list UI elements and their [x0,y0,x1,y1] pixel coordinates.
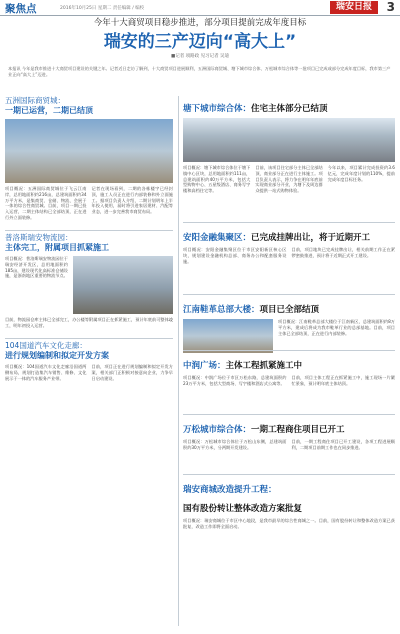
headline-byline: ■记者 项路政 见习记者 吴迪 [170,54,230,59]
page-number: 3 [386,0,395,14]
article-body: 项目概况：江南鞋革总部大楼位于江南新区，总建筑面积约8万平方米，建成后将成为我市鞋革行业的总部基地。目前，项目主体已全部结顶，正在进行内部装修。 [278,319,395,336]
photo-putian [73,256,173,314]
article-body: 目前，项目正在进行规划编制和拟定开发方案，相关部门正积极对接意向企业，力争早日启动建设。 [91,364,173,381]
column-divider [178,96,179,626]
divider [183,414,395,415]
divider [183,474,395,475]
article-label: 普洛斯瑞安物流园： [5,233,73,242]
article-wansong [183,417,395,451]
article-body: 项目概况：万松城市综合体位于万松山东侧，总建筑面积约30万平方米，分两期开发建设。 [183,439,287,450]
page-masthead [0,0,400,16]
article-body: 目前，项目地块已完成挂牌出让，相关前期工作正在紧锣密鼓推进，预计将于近期正式开工建设。 [291,247,395,258]
article-body: 项目概况：普洛斯瑞安物流园位于瑞安经济开发区，总用地面积约185亩，建设现代化高标准仓储设施，是浙南地区重要的物流节点。 [5,256,68,279]
article-label: 万松城市综合体： [183,425,252,435]
article-title: 主体完工，附属项目抓紧施工 [5,243,109,252]
article-tangxia [183,96,395,194]
article-body: 目前，该项目住宅部分主体已全部结顶，商业部分正在进行主体施工。项目负责人表示，将力争在明年年底前实现商业部分开业，为塘下及周边群众提供一站式购物体验。 [255,165,323,194]
article-title: 进行规划编制和拟定开发方案 [5,351,109,360]
article-body: 项目概况：安阳金融集聚区位于市区安阳新区核心区块，规划建设金融机构总部、商务办公和配套服务设施。 [183,247,287,264]
article-body: 记者在现场看到，二期的各栋楼宇已经封顶，施工人员正在进行内部装修和外立面施工。据项目负责人介绍，二期计划明年上半年投入使用，届时将引进家居建材、汽配等业态，进一步完善我市商贸布局。 [91,186,173,215]
divider [183,350,395,351]
article-label: 安阳金融集聚区： [183,233,252,243]
divider [5,338,173,339]
headline-kicker: 今年十大商贸项目稳步推进，部分项目提前完成年度目标 [93,18,307,28]
article-body: 项目概况：中润广场位于市区万松东路，总建筑面积约23万平方米，包括大型商场、写字楼和酒店式公寓等。 [183,375,287,386]
article-zhongguang [183,353,395,387]
article-title: 住宅主体部分已结顶 [251,104,328,114]
article-putian [5,233,173,329]
article-label: 瑞安商城改造提升工程： [183,485,277,495]
photo-jiangnan [183,319,273,353]
article-title: 一期已运营，二期已结顶 [5,106,93,115]
article-title: 主体工程抓紧施工中 [225,361,303,371]
article-body: 项目概况：五洲国际商贸城位于飞云江南岸，总用地面积约216亩，总建筑面积约34万平方米，是集商贸、仓储、物流、会展于一体的综合性商贸城。目前，项目一期已投入运营，二期主体结构已全部结顶，正在进行外立面装修。 [5,186,87,220]
article-body: 项目概况：瑞安商城位于市区中心地段，是我市最早的综合性商城之一。目前，国有股份转让和整体改造方案已获批复，改造工作即将全面启动。 [183,518,395,529]
article-wuzhou [5,96,173,221]
article-body: 目前，一期工程商住项目已开工建设，各项工程进展顺利，二期项目前期工作也在同步推进。 [291,439,395,450]
article-jiangnan [183,297,395,353]
article-title: 项目已全部结顶 [259,305,320,315]
photo-wuzhou [5,119,173,183]
article-body: 项目概况：塘下城市综合体位于塘下镇中心区块，总用地面积约111亩，总建筑面积约40万平方米，包括大型购物中心、五星级酒店、商务写字楼和高档住宅等。 [183,165,251,194]
article-anfu [183,225,395,264]
lead-paragraph: 本报讯 今年是我市推进十大商贸项目建设的关键之年。记者近日走访了解到，十大商贸项目进展顺利，五洲国际商贸城、塘下城市综合体、万松城市综合体等一批项目已完成或部分完成年度目标，我市第三产业正向“高大上”迈进。 [8,66,391,77]
newspaper-brand: 瑞安日报 [330,1,378,14]
article-title: 国有股份转让整体改造方案批复 [183,504,303,514]
article-label: 江南鞋革总部大楼： [183,305,260,315]
photo-tangxia [183,118,395,162]
article-label: 五洲国际商贸城： [5,96,65,105]
divider [183,222,395,223]
article-body: 目前，项目主体工程正在抓紧施工中，施工现场一片繁忙景象，预计明年底主体结顶。 [291,375,395,386]
article-ruian-trade [183,477,395,530]
article-label: 中润广场： [183,361,226,371]
section-name: 聚焦点 [5,3,37,15]
date-line: 2016年10月25日 星期二 责任编辑 / 编校 [60,6,145,11]
article-body: 项目概况：104国道汽车文化走廊沿国道两侧布局，规划打造集汽车销售、维修、文化展示于一体的汽车服务产业带。 [5,364,87,381]
headline-title: 瑞安的三产迈向“高大上” [103,32,297,52]
article-label: 104国道汽车文化走廊： [5,341,87,350]
article-body: 今年以来，项目累计完成投资约3.6亿元，完成年度计划的110%，提前完成年度目标任务。 [327,165,395,182]
divider [183,294,395,295]
divider [5,230,173,231]
article-label: 塘下城市综合体： [183,104,252,114]
article-body: 目前，物流园仓库主体已全部完工，办公楼等附属项目正在抓紧施工，预计年底前可整体竣工，明年初投入运营。 [5,317,173,328]
article-qizhuang [5,341,173,381]
headline-block [0,18,400,59]
article-title: 一期工程商住项目已开工 [251,425,345,435]
article-title: 已完成挂牌出让，将于近期开工 [251,233,371,243]
